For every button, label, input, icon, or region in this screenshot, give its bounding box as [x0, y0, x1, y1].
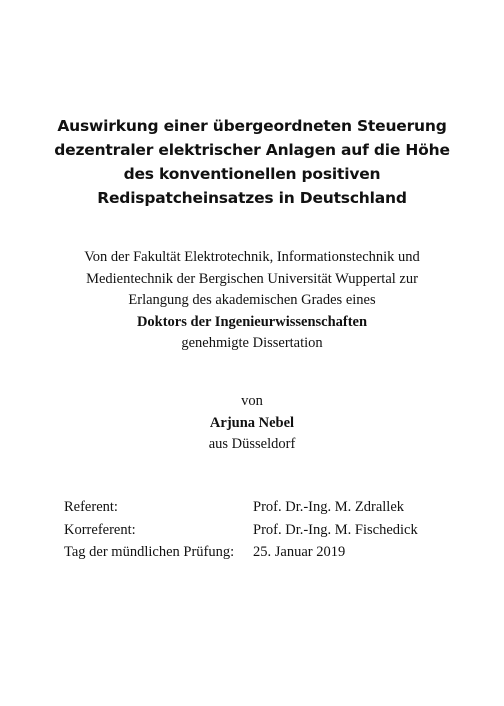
author-name: Arjuna Nebel [209, 414, 295, 431]
coreferee-label: Korreferent: [64, 521, 136, 538]
thesis-title-line: Redispatcheinsatzes in Deutschland [97, 189, 407, 207]
exam-date-row [64, 541, 464, 564]
approval-note: genehmigte Dissertation [181, 335, 323, 351]
examination-details [64, 496, 464, 564]
exam-date-value: 25. Januar 2019 [253, 544, 346, 560]
thesis-title [40, 114, 464, 210]
coreferee-row [64, 519, 464, 542]
coreferee-value: Prof. Dr.-Ing. M. Fischedick [253, 521, 418, 538]
referee-row [64, 496, 464, 519]
author-block [30, 391, 474, 456]
referee-value: Prof. Dr.-Ing. M. Zdrallek [253, 499, 405, 515]
degree-name: Doktors der Ingenieurwissenschaften [136, 313, 368, 330]
by-label: von [241, 393, 263, 409]
thesis-title-line: des konventionellen positiven [123, 165, 381, 183]
exam-date-label: Tag der mündlichen Prüfung: [64, 544, 235, 560]
faculty-statement [30, 247, 474, 355]
faculty-line: Erlangung des akademischen Grades eines [128, 292, 376, 308]
thesis-title-line: dezentraler elektrischer Anlagen auf die Höhe [54, 141, 450, 159]
referee-label: Referent: [64, 499, 118, 515]
faculty-line: Medientechnik der Bergischen Universität Wuppertal zur [86, 270, 418, 287]
faculty-line: Von der Fakultät Elektrotechnik, Informationstechnik und [84, 249, 420, 265]
author-origin: aus Düsseldorf [208, 436, 296, 452]
thesis-title-line: Auswirkung einer übergeordneten Steuerung [57, 117, 447, 135]
